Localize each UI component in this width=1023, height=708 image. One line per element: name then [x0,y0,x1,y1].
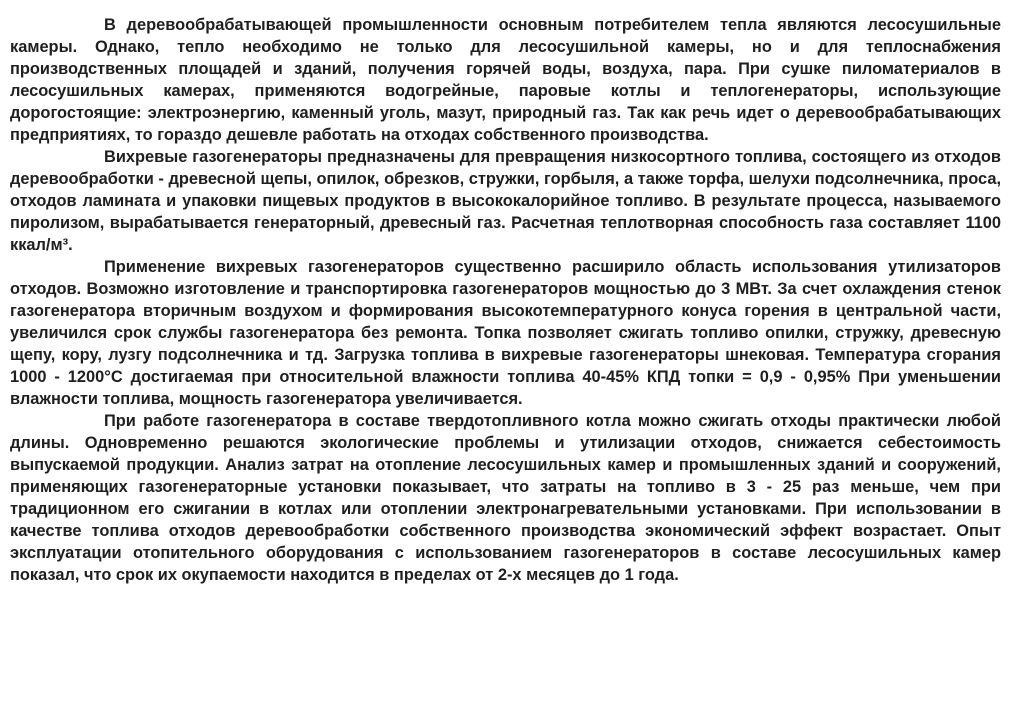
paragraph-3: Применение вихревых газогенераторов существенно расширило область использования утилизаторов отходов. Возможно изготовление и транспортировка газогенераторов мощностью до 3 МВт. За счет охлаждения стенок газогенератора вторичным воздухом и формирования высокотемпературного конуса горения в центральной части, увеличился срок службы газогенератора без ремонта. Топка позволяет сжигать топливо опилки, стружку, древесную щепу, кору, лузгу подсолнечника и тд. Загрузка топлива в вихревые газогенераторы шнековая. Температура сгорания 1000 - 1200°С достигаемая при относительной влажности топлива 40-45% КПД топки = 0,9 - 0,95% При уменьшении влажности топлива, мощность газогенератора увеличивается. [10,258,1001,408]
paragraph-2: Вихревые газогенераторы предназначены для превращения низкосортного топлива, состоящего из отходов деревообработки - древесной щепы, опилок, обрезков, стружки, горбыля, а также торфа, шелухи подсолнечника, проса, отходов ламината и упаковки пищевых продуктов в высококалорийное топливо. В результате процесса, называемого пиролизом, вырабатывается генераторный, древесный газ. Расчетная теплотворная способность газа составляет 1100 ккал/м³. [10,148,1001,254]
paragraph-1: В деревообрабатывающей промышленности основным потребителем тепла являются лесосушильные камеры. Однако, тепло необходимо не только для лесосушильной камеры, но и для теплоснабжения производственных площадей и зданий, получения горячей воды, воздуха, пара. При сушке пиломатериалов в лесосушильных камерах, применяются водогрейные, паровые котлы и теплогенераторы, использующие дорогостоящие: электроэнергию, каменный уголь, мазут, природный газ. Так как речь идет о деревообрабатывающих предприятиях, то гораздо дешевле работать на отходах собственного производства. [10,16,1001,144]
document-body [10,14,1001,586]
paragraph-4: При работе газогенератора в составе твердотопливного котла можно сжигать отходы практически любой длины. Одновременно решаются экологические проблемы и утилизации отходов, снижается себестоимость выпускаемой продукции. Анализ затрат на отопление лесосушильных камер и промышленных зданий и сооружений, применяющих газогенераторные установки показывает, что затраты на топливо в 3 - 25 раз меньше, чем при традиционном его сжигании в котлах или отоплении электронагревательными установками. При использовании в качестве топлива отходов деревообработки собственного производства экономический эффект возрастает. Опыт эксплуатации отопительного оборудования с использованием газогенераторов в составе лесосушильных камер показал, что срок их окупаемости находится в пределах от 2-х месяцев до 1 года. [10,412,1001,584]
